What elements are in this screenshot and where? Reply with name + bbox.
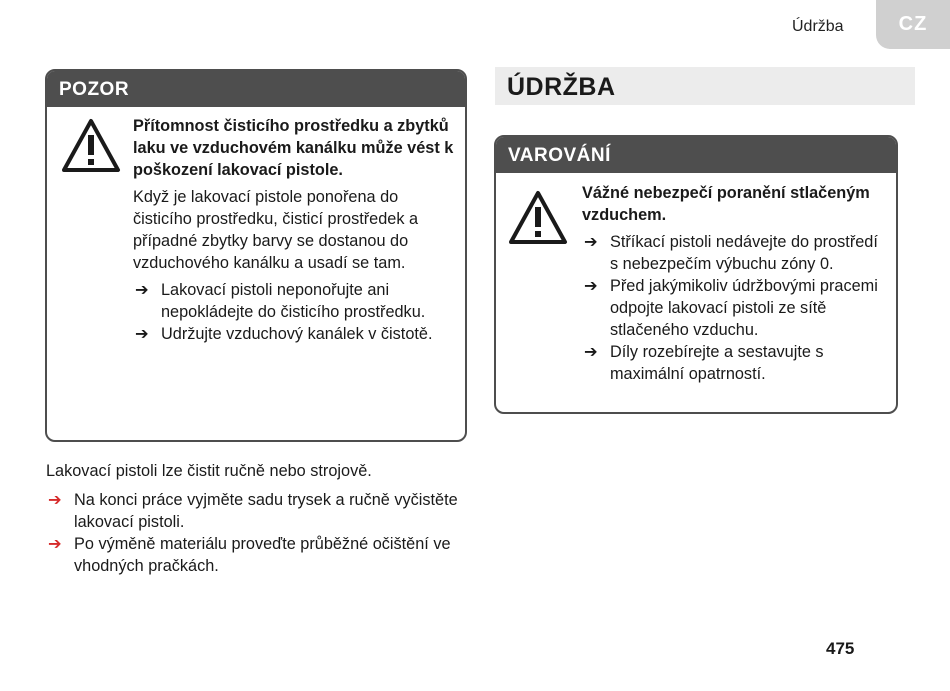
caution-text: Když je lakovací pistole ponořena do čisticího prostředku, čisticí prostředek a případné zbytky barvy se dostanou do vzduchového kanálku a usadí se tam. [133, 188, 419, 272]
list-item: ➔ Na konci práce vyjměte sadu trysek a ručně vyčistěte lakovací pistoli. [48, 491, 458, 531]
arrow-right-icon: ➔ [48, 535, 62, 553]
warning-title: VAROVÁNÍ [496, 137, 896, 173]
list-item: ➔ Udržujte vzduchový kanálek v čistotě. [135, 325, 433, 343]
list-item: ➔ Před jakýmikoliv údržbovými pracemi odpojte lakovací pistoli ze sítě stlačeného vzduchu. [584, 277, 878, 339]
cleaning-intro: Lakovací pistoli lze čistit ručně nebo strojově. [46, 462, 372, 480]
warning-triangle-icon [507, 189, 569, 247]
list-item: ➔ Lakovací pistoli neponořujte ani nepokládejte do čisticího prostředku. [135, 281, 426, 321]
cleaning-section [46, 460, 466, 577]
list-item: ➔ Díly rozebírejte a sestavujte s maximální opatrností. [584, 343, 824, 383]
caution-box [45, 69, 467, 442]
caution-title: POZOR [47, 71, 465, 107]
arrow-right-icon: ➔ [48, 491, 62, 509]
header-section-label: Údržba [792, 18, 844, 35]
language-tab: CZ [876, 0, 950, 49]
arrow-right-icon: ➔ [584, 233, 598, 251]
warning-heading: Vážné nebezpečí poranění stlačeným vzduchem. [582, 184, 870, 224]
caution-heading: Přítomnost čisticího prostředku a zbytků laku ve vzduchovém kanálku může vést k poškození lakovací pistole. [133, 117, 454, 179]
warning-box [494, 135, 898, 414]
list-item: ➔ Po výměně materiálu proveďte průběžné očištění ve vhodných pračkách. [48, 535, 451, 575]
arrow-right-icon: ➔ [135, 281, 149, 299]
page-title: ÚDRŽBA [495, 67, 915, 105]
page-number: 475 [826, 639, 855, 658]
arrow-right-icon: ➔ [584, 343, 598, 361]
list-item: ➔ Stříkací pistoli nedávejte do prostředí s nebezpečím výbuchu zóny 0. [584, 233, 878, 273]
arrow-right-icon: ➔ [135, 325, 149, 343]
warning-triangle-icon [60, 117, 122, 175]
arrow-right-icon: ➔ [584, 277, 598, 295]
